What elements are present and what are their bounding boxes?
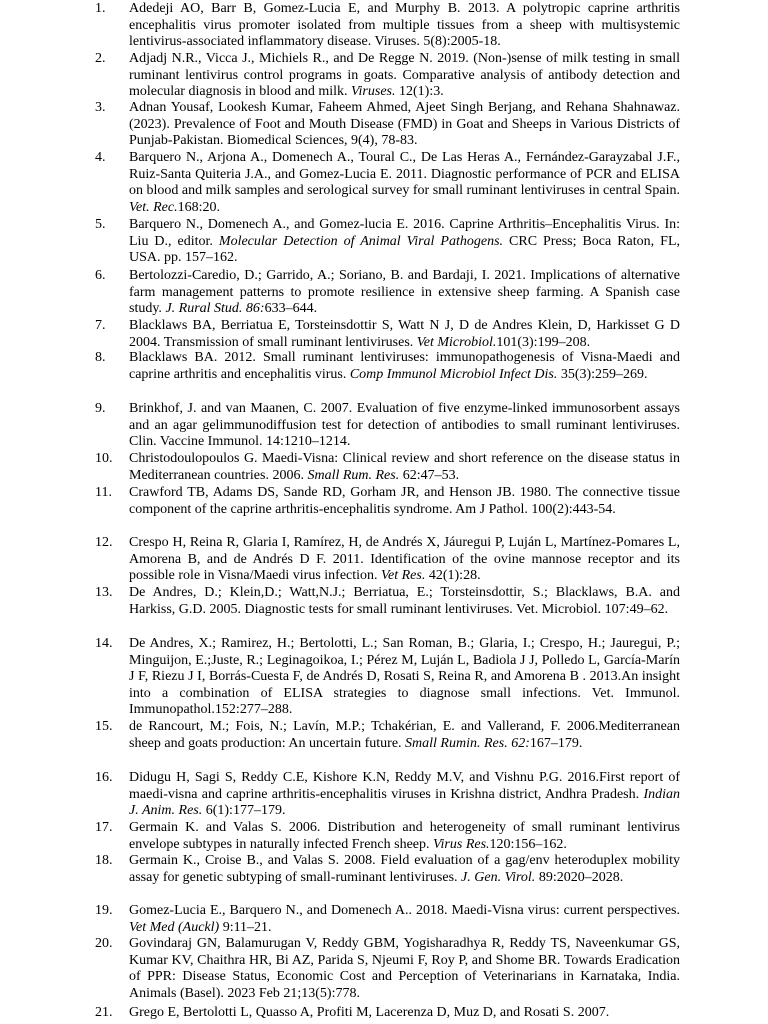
reference-text [129,719,680,752]
reference-item [95,903,680,936]
reference-number: 17. [95,820,113,835]
reference-text [129,636,680,719]
reference-segment: 12(1):3. [395,84,444,99]
reference-segment: Adedeji AO, Barr B, Gomez-Lucia E, and Murphy B. 2013. A polytropic caprine arthritis encephalitis virus promoter isolated from multiple tissues from a sheep with multisystemic lentivirus-associated inflammatory disease. Viruses. 5(8):2005-18. [129,1,680,49]
reference-number: 13. [95,585,113,600]
reference-segment: Gomez-Lucia E., Barquero N., and Domenech A.. 2018. Maedi-Visna virus: current perspectives. [129,903,680,918]
reference-item [95,636,680,719]
reference-text [129,936,680,1002]
reference-segment: Germain K. and Valas S. 2006. Distribution and heterogeneity of small ruminant lentivirus envelope subtypes in naturally infected French sheep. [129,820,680,852]
reference-journal: J. Gen. Virol. [461,869,536,885]
reference-segment: 89:2020–2028. [535,869,624,885]
reference-number: 18. [95,853,113,868]
reference-text [129,820,680,853]
reference-item [95,936,680,1002]
reference-segment: CRC Press; Boca Raton, FL, USA. pp. 157–162. [129,233,680,265]
reference-number: 5. [95,217,106,232]
reference-segment: 42(1):28. [425,568,481,583]
reference-segment: 167–179. [529,735,583,751]
reference-text [129,1,680,51]
reference-number: 20. [95,936,113,951]
reference-segment: 633–644. [264,301,318,316]
reference-item [95,719,680,752]
reference-segment: Barquero N., Arjona A., Domenech A., Toural C., De Las Heras A., Fernández-Garayzabal J.F., Ruiz-Santa Quiteria J.A., and Gomez-Lucia E. 2011. Diagnostic performance of PCR and ELISA on blood and milk samples and serological survey for small ruminant lentiviruses in central Spain. [129,150,680,198]
reference-segment: Govindaraj GN, Balamurugan V, Reddy GBM, Yogisharadhya R, Reddy TS, Naveenkumar GS, Kumar KV, Chaithra HR, Bi AZ, Parida S, Njeumi F, Roy P, and Shome BR. Towards Eradication of PPR: Disease Status, Economic Cost and Perception of Veterinarians in Karnataka, India. Animals (Basel). 2023 Feb 21;13(5):778. [129,936,680,1001]
reference-journal: Indian J. Anim. Res. [129,786,680,818]
reference-number: 7. [95,318,106,333]
reference-item [95,535,680,585]
reference-number: 16. [95,770,113,785]
reference-number: 12. [95,535,113,550]
reference-segment: Germain K., Croise B., and Valas S. 2008. Field evaluation of a gag/env heteroduplex mobility assay for genetic subtyping of small-ruminant lentiviruses. [129,853,680,885]
reference-text [129,318,680,351]
reference-number: 19. [95,903,113,918]
reference-item [95,1,680,51]
reference-segment: De Andres, D.; Klein,D.; Watt,N.J.; Berriatua, E.; Torsteinsdottir, S.; Blacklaws, B.A. and Harkiss, G.D. 2005. Diagnostic tests for small ruminant lentiviruses. Vet. Microbiol. 107:49–62. [129,585,680,617]
reference-text [129,770,680,820]
reference-segment: 9:11–21. [219,919,272,935]
reference-segment: Adjadj N.R., Vicca J., Michiels R., and De Regge N. 2019. (Non-)sense of milk testing in small ruminant lentivirus control programs in goats. Comparative analysis of antibody detection and molecular diagnosis in blood and milk. [129,51,680,99]
reference-text [129,903,680,936]
reference-item [95,268,680,318]
reference-number: 14. [95,636,113,651]
reference-number: 4. [95,150,106,165]
reference-segment: De Andres, X.; Ramirez, H.; Bertolotti, L.; San Roman, B.; Glaria, I.; Crespo, H.; Jauregui, P.; Minguijon, E.;Juste, R.; Leginagoikoa, I.; Pérez M, Luján L, Badiola J J, Polledo L, García-Marín J F, Riezu J I, Borrás-Cuesta F, de Andrés D, Rosati S, Reina R, and Amorena B . 2013.An insight into a combination of ELISA strategies to diagnose small infections. Vet. Immunol. Immunopathol.152:277–288. [129,636,680,717]
reference-number: 3. [95,100,106,115]
reference-text [129,535,680,585]
reference-number: 2. [95,51,106,66]
reference-number: 10. [95,451,113,466]
reference-journal: Small Rum. Res. [307,467,400,483]
reference-segment: 35(3):259–269. [557,366,648,382]
reference-text [129,401,680,451]
reference-journal: Small Rumin. Res. 62: [405,735,530,751]
reference-segment: 101(3):199–208. [496,334,591,350]
reference-journal: Vet. Rec. [129,199,178,215]
reference-item [95,585,680,618]
reference-journal: Vet Microbiol. [416,334,497,350]
reference-number: 1. [95,1,106,16]
reference-segment: Blacklaws BA, Berriatua E, Torsteinsdottir S, Watt N J, D de Andres Klein, D, Harkisset G D 2004. Transmission of small ruminant lentiviruses. [129,318,680,350]
reference-segment: Blacklaws BA. 2012. Small ruminant lentiviruses: immunopathogenesis of Visna-Maedi and caprine arthritis and encephalitis virus. [129,350,680,382]
reference-text [129,217,680,267]
reference-segment: Didugu H, Sagi S, Reddy C.E, Kishore K.N, Reddy M.V, and Vishnu P.G. 2016.First report of maedi-visna and caprine arthritis-encephalitis viruses in Krishna district, Andhra Pradesh. [129,770,680,802]
reference-item [95,51,680,101]
reference-text [129,150,680,216]
reference-item [95,217,680,267]
reference-segment: de Rancourt, M.; Fois, N.; Lavín, M.P.; Tchakérian, E. and Vallerand, F. 2006.Mediterranean sheep and goats production: An uncertain future. [129,719,680,751]
reference-number: 8. [95,350,106,365]
reference-item [95,401,680,451]
reference-item [95,853,680,886]
reference-segment: 6(1):177–179. [202,803,286,818]
reference-text [129,485,680,518]
reference-segment: 168:20. [177,199,220,215]
reference-segment: Bertolozzi-Caredio, D.; Garrido, A.; Soriano, B. and Bardaji, I. 2021. Implications of alternative farm management patterns to promote resilience in extensive sheep farming. A Spanish case study. [129,268,680,316]
reference-journal: Molecular Detection of Animal Viral Pathogens. [218,233,504,249]
reference-text [129,51,680,101]
reference-item [95,100,680,150]
reference-item [95,485,680,518]
reference-segment: Christodoulopoulos G. Maedi-Visna: Clinical review and short reference on the disease status in Mediterranean countries. 2006. [129,451,680,483]
reference-text [129,451,680,484]
reference-item [95,318,680,351]
reference-number: 9. [95,401,106,416]
reference-number: 21. [95,1005,113,1020]
reference-segment: Barquero N., Domenech A., and Gomez-lucia E. 2016. Caprine Arthritis–Encephalitis Virus. In: Liu D., editor. [129,217,680,249]
reference-item [95,350,680,383]
reference-text [129,1005,680,1022]
reference-text [129,853,680,886]
reference-number: 15. [95,719,113,734]
reference-journal: Virus Res. [433,836,490,852]
reference-segment: Brinkhof, J. and van Maanen, C. 2007. Evaluation of five enzyme-linked immunosorbent assays and an agar gelimmunodiffusion test for detection of antibodies to small ruminant lentiviruses. Clin. Vaccine Immunol. 14:1210–1214. [129,401,680,449]
reference-journal: Viruses. [351,84,396,99]
reference-item [95,770,680,820]
reference-text [129,100,680,150]
reference-journal: J. Rural Stud. 86: [165,301,265,316]
reference-segment: Adnan Yousaf, Lookesh Kumar, Faheem Ahmed, Ajeet Singh Berjang, and Rehana Shahnawaz. (2023). Prevalence of Foot and Mouth Disease (FMD) in Goat and Sheeps in Various Districts of Punjab-Pakistan. Biomedical Sciences, 9(4), 78-83. [129,100,680,148]
reference-number: 11. [95,485,112,500]
reference-segment: Crespo H, Reina R, Glaria I, Ramírez, H, de Andrés X, Jáuregui P, Luján L, Martínez-Pomares L, Amorena B, and de Andrés D F. 2011. Identification of the ovine mannose receptor and its possible role in Visna/Maedi virus infection. [129,535,680,583]
reference-journal: Vet Med (Auckl) [129,919,220,935]
reference-segment: Crawford TB, Adams DS, Sande RD, Gorham JR, and Henson JB. 1980. The connective tissue component of the caprine arthritis-encephalitis syndrome. Am J Pathol. 100(2):443-54. [129,485,680,517]
reference-item [95,820,680,853]
reference-segment: 62:47–53. [399,467,460,483]
reference-text [129,350,680,383]
reference-text [129,268,680,318]
reference-item [95,1005,680,1022]
reference-segment: Grego E, Bertolotti L, Quasso A, Profiti M, Lacerenza D, Muz D, and Rosati S. 2007. [129,1005,610,1020]
reference-item [95,150,680,216]
reference-text [129,585,680,618]
reference-number: 6. [95,268,106,283]
reference-item [95,451,680,484]
reference-segment: 120:156–162. [489,836,567,852]
reference-journal: Vet Res. [381,568,426,583]
reference-journal: Comp Immunol Microbiol Infect Dis. [349,366,558,382]
